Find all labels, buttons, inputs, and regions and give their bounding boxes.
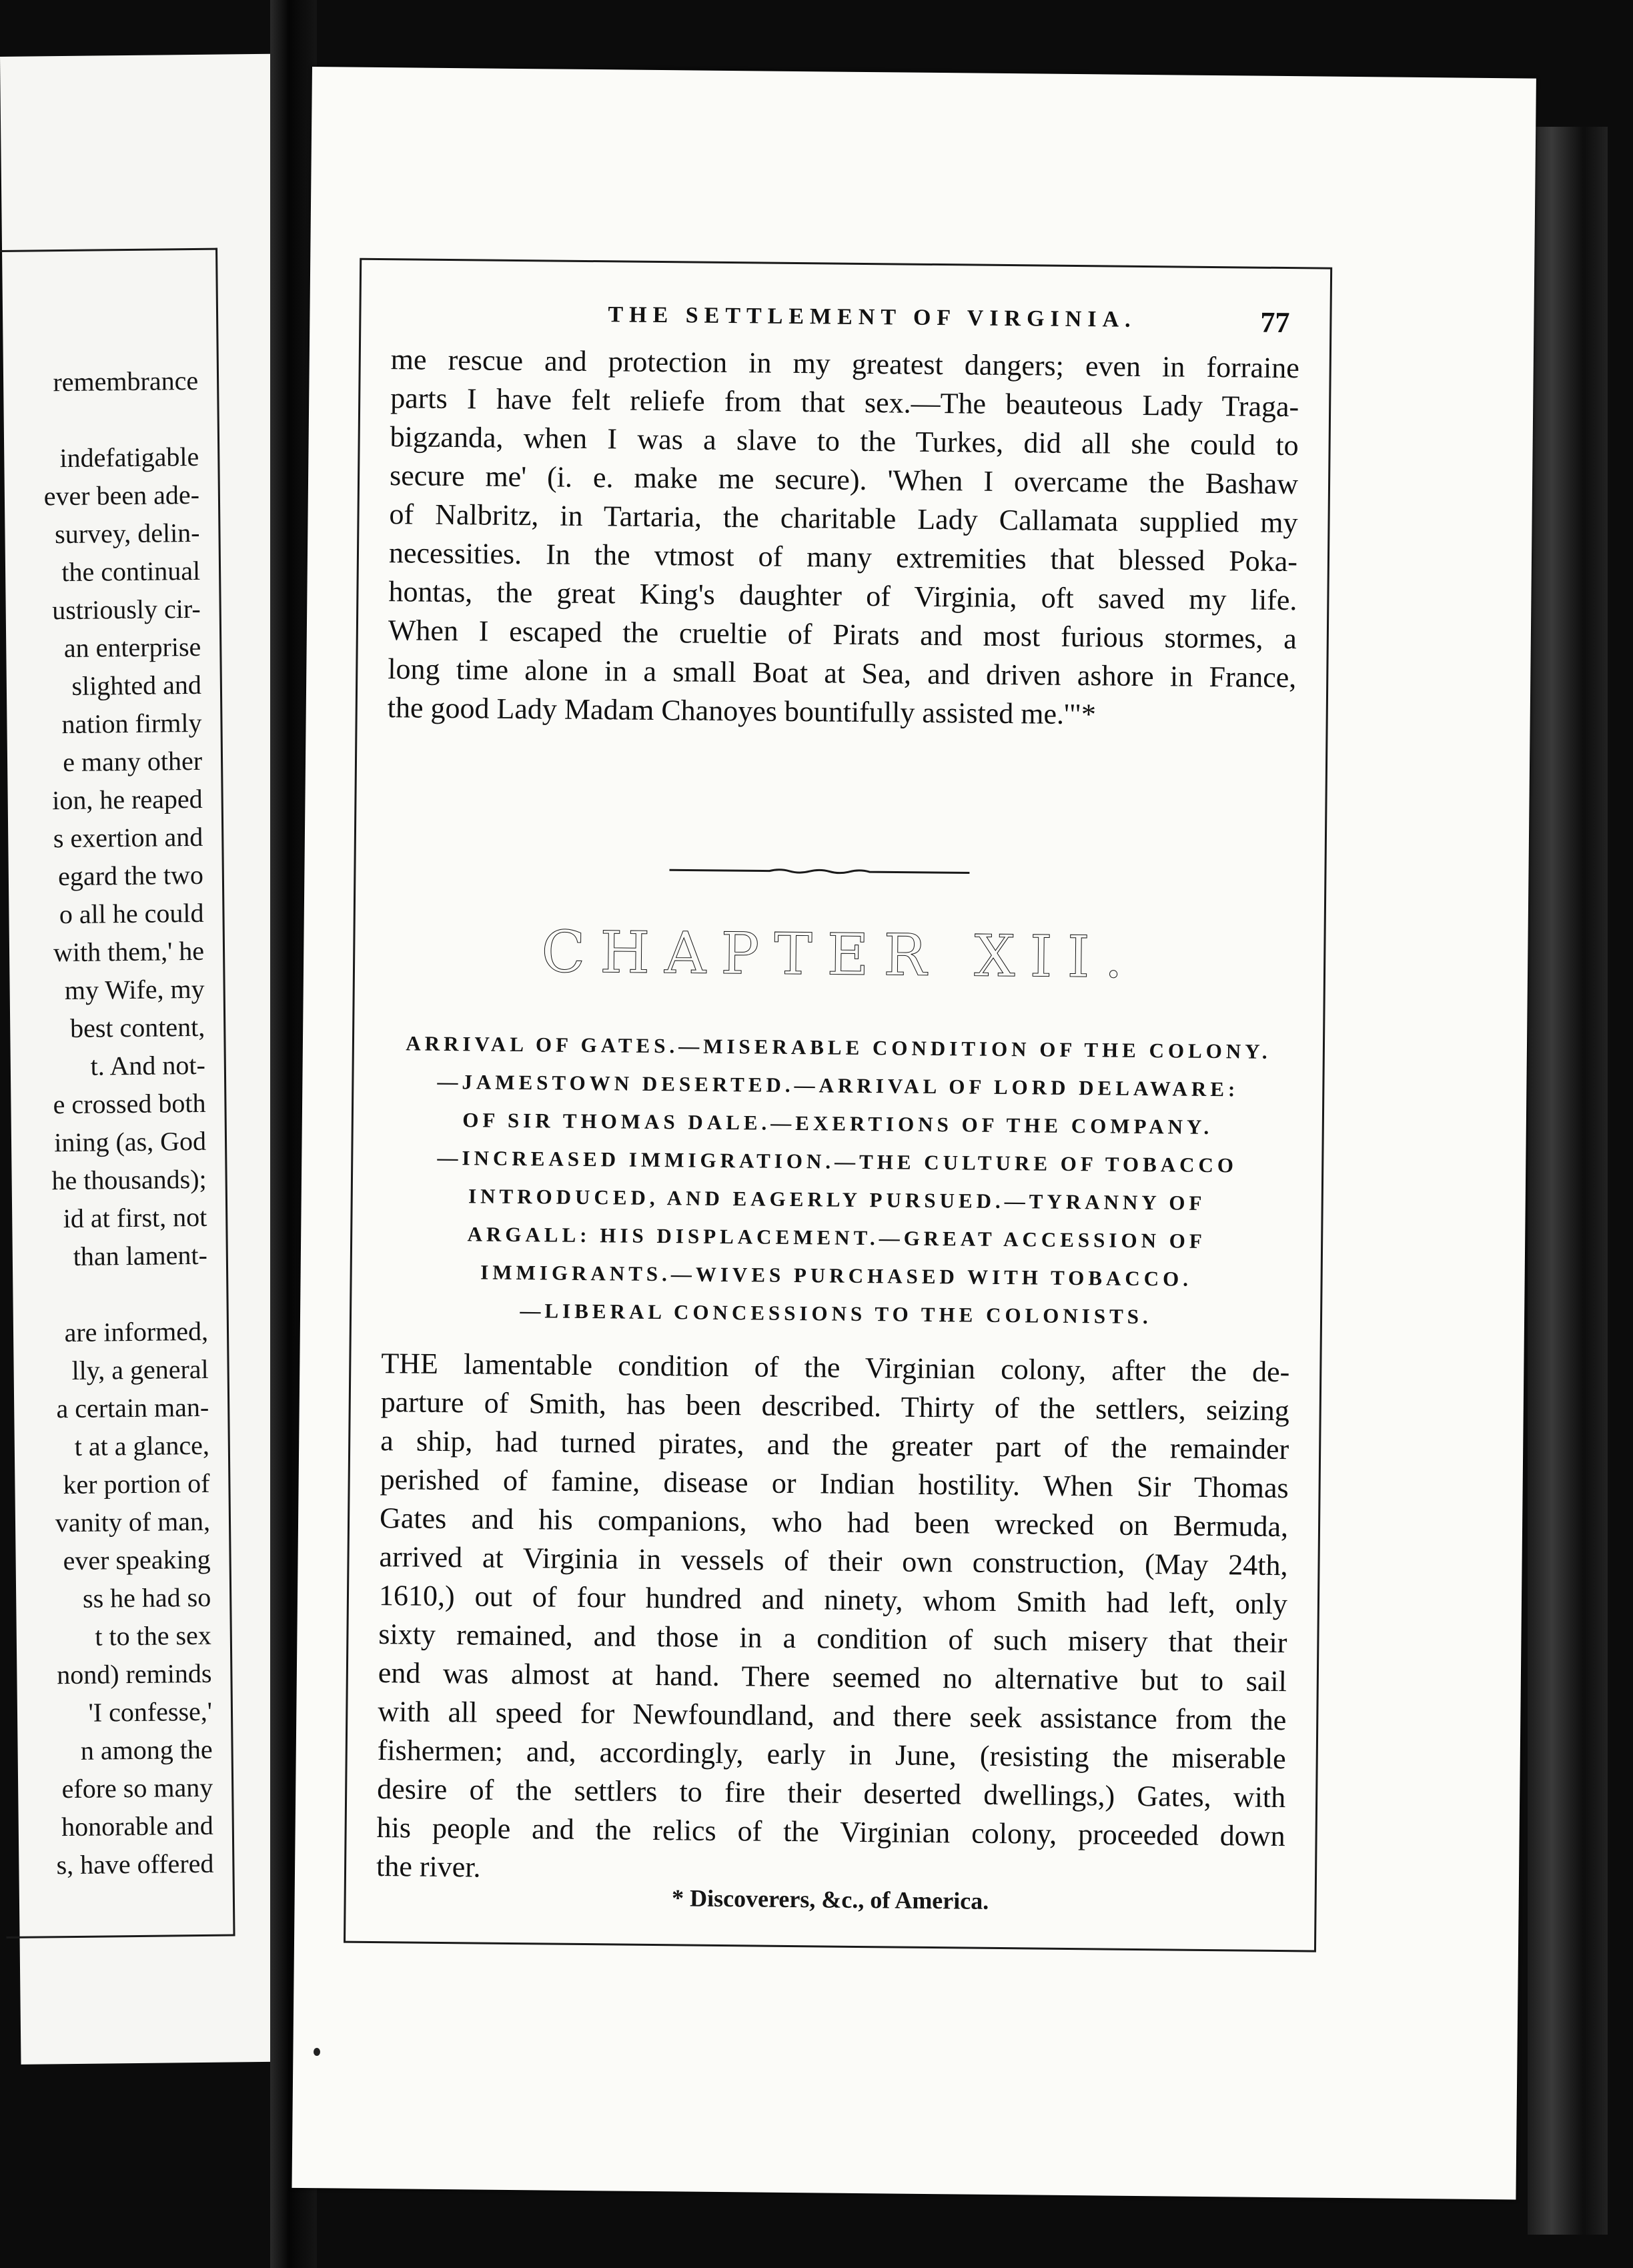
left-page-line: t to the sex bbox=[95, 1620, 212, 1652]
left-page-line: ining (as, God bbox=[54, 1125, 207, 1158]
text-line: Gates and his companions, who had been wrecked on Bermuda, bbox=[379, 1502, 1289, 1544]
left-page-line: my Wife, my bbox=[64, 973, 205, 1006]
text-line: me rescue and protection in my greatest dangers; even in forraine bbox=[390, 343, 1299, 385]
footnote: * Discoverers, &c., of America. bbox=[671, 1884, 989, 1914]
text-line: his people and the relics of the Virginian colony, proceeded down bbox=[376, 1811, 1285, 1853]
left-page-line: t at a glance, bbox=[74, 1430, 210, 1462]
left-page-text bbox=[0, 362, 214, 1884]
left-page-line: best content, bbox=[69, 1011, 205, 1043]
text-line: parts I have felt reliefe from that sex.—The beauteous Lady Traga- bbox=[390, 382, 1299, 424]
summary-line: INTRODUCED, AND EAGERLY PURSUED.—TYRANNY OF bbox=[468, 1184, 1206, 1215]
left-page-line: efore so many bbox=[61, 1772, 213, 1804]
text-line: sixty remained, and those in a condition of such misery that their bbox=[378, 1618, 1287, 1660]
quotation-paragraph bbox=[388, 340, 1300, 736]
left-page-line: t. And not- bbox=[90, 1049, 206, 1081]
chapter-summary bbox=[352, 1024, 1323, 1337]
text-line: parture of Smith, has been described. Thirty of the settlers, seizing bbox=[380, 1385, 1289, 1428]
left-page-line: survey, delin- bbox=[54, 517, 200, 550]
page-edges bbox=[1528, 127, 1608, 2235]
text-line: necessities. In the vtmost of many extremities that blessed Poka- bbox=[388, 536, 1298, 578]
text-line: secure me' (i. e. make me secure). 'When I overcame the Bashaw bbox=[389, 459, 1299, 501]
left-page-line: s exertion and bbox=[53, 821, 203, 854]
right-main-page bbox=[292, 67, 1536, 2199]
left-page-line: than lament- bbox=[73, 1239, 208, 1271]
left-page-line: nation firmly bbox=[61, 707, 202, 740]
summary-line: OF SIR THOMAS DALE.—EXERTIONS OF THE COMPANY. bbox=[462, 1108, 1213, 1139]
left-page-line: the continual bbox=[61, 555, 201, 588]
text-line: a ship, had turned pirates, and the greater part of the remainder bbox=[380, 1424, 1289, 1466]
summary-line: ARRIVAL OF GATES.—MISERABLE CONDITION OF THE COLONY. bbox=[406, 1031, 1271, 1063]
text-line: long time alone in a small Boat at Sea, and driven ashore in France, bbox=[388, 652, 1297, 694]
left-page-line: ustriously cir- bbox=[51, 593, 201, 626]
text-line: arrived at Virginia in vessels of their own construction, (May 24th, bbox=[379, 1540, 1288, 1582]
text-line: hontas, the great King's daughter of Virginia, oft saved my life. bbox=[388, 575, 1297, 617]
left-page-line: s, have offered bbox=[56, 1848, 214, 1880]
left-page-line: ever speaking bbox=[63, 1544, 211, 1576]
running-head: THE SETTLEMENT OF VIRGINIA. bbox=[608, 302, 1137, 332]
summary-line: IMMIGRANTS.—WIVES PURCHASED WITH TOBACCO. bbox=[480, 1260, 1193, 1291]
summary-line: —INCREASED IMMIGRATION.—THE CULTURE OF TOBACCO bbox=[437, 1145, 1238, 1177]
text-line: bigzanda, when I was a slave to the Turkes, did all she could to bbox=[390, 420, 1299, 462]
left-page-line: ss he had so bbox=[82, 1582, 211, 1614]
left-page-line: honorable and bbox=[61, 1810, 214, 1842]
left-page-line: e many other bbox=[63, 745, 203, 778]
left-page-line bbox=[0, 1274, 208, 1314]
ornamental-rule bbox=[669, 867, 969, 876]
left-page-line: a certain man- bbox=[56, 1391, 209, 1424]
text-line: 1610,) out of four hundred and ninety, whom Smith had left, only bbox=[378, 1579, 1288, 1621]
page-number: 77 bbox=[1260, 306, 1290, 340]
body-paragraph bbox=[376, 1344, 1290, 1894]
page-border-frame bbox=[344, 258, 1332, 1952]
left-page-line: vanity of man, bbox=[55, 1506, 211, 1538]
left-page-line: lly, a general bbox=[71, 1353, 209, 1385]
left-page-line: e crossed both bbox=[53, 1087, 206, 1120]
summary-line: —LIBERAL CONCESSIONS TO THE COLONISTS. bbox=[520, 1299, 1152, 1329]
left-page-line bbox=[0, 400, 199, 440]
left-page-line: nond) reminds bbox=[56, 1658, 212, 1690]
left-page-line: n among the bbox=[80, 1734, 213, 1766]
left-page-line: remembrance bbox=[53, 365, 199, 398]
left-page-line: are informed, bbox=[64, 1315, 209, 1348]
left-page-line: ion, he reaped bbox=[51, 783, 203, 816]
left-page-line: 'I confesse,' bbox=[88, 1696, 213, 1728]
text-line: of Nalbritz, in Tartaria, the charitable Lady Callamata supplied my bbox=[389, 498, 1298, 540]
text-line: the good Lady Madam Chanoyes bountifully assisted me.'"* bbox=[387, 691, 1097, 731]
left-page-line: an enterprise bbox=[63, 631, 201, 664]
text-line: When I escaped the crueltie of Pirats and most furious stormes, a bbox=[388, 614, 1297, 656]
left-page-line: with them,' he bbox=[53, 935, 205, 968]
left-page-line: slighted and bbox=[71, 669, 202, 701]
chapter-heading: CHAPTER XII. bbox=[541, 919, 1138, 991]
summary-line: —JAMESTOWN DESERTED.—ARRIVAL OF LORD DELAWARE: bbox=[437, 1069, 1239, 1101]
summary-line: ARGALL: HIS DISPLACEMENT.—GREAT ACCESSION OF bbox=[467, 1222, 1206, 1253]
left-page-line: o all he could bbox=[59, 897, 204, 930]
text-line: end was almost at hand. There seemed no alternative but to sail bbox=[378, 1656, 1287, 1698]
text-line: perished of famine, disease or Indian hostility. When Sir Thomas bbox=[380, 1463, 1289, 1505]
left-page-line: id at first, not bbox=[63, 1201, 207, 1234]
text-line: the river. bbox=[376, 1850, 481, 1884]
left-page-line: egard the two bbox=[57, 859, 204, 892]
text-line: desire of the settlers to fire their deserted dwellings,) Gates, with bbox=[376, 1772, 1286, 1814]
text-line: with all speed for Newfoundland, and there seek assistance from the bbox=[378, 1695, 1287, 1737]
left-page-line: he thousands); bbox=[51, 1163, 207, 1196]
ink-speck bbox=[314, 2048, 320, 2056]
left-facing-page bbox=[0, 54, 301, 2065]
left-page-line: ever been ade- bbox=[43, 479, 200, 512]
text-line: fishermen; and, accordingly, early in June, (resisting the miserable bbox=[377, 1734, 1286, 1776]
left-page-line: ker portion of bbox=[63, 1468, 210, 1500]
left-page-line: indefatigable bbox=[59, 441, 199, 474]
text-line: THE lamentable condition of the Virginian colony, after the de- bbox=[381, 1347, 1290, 1389]
